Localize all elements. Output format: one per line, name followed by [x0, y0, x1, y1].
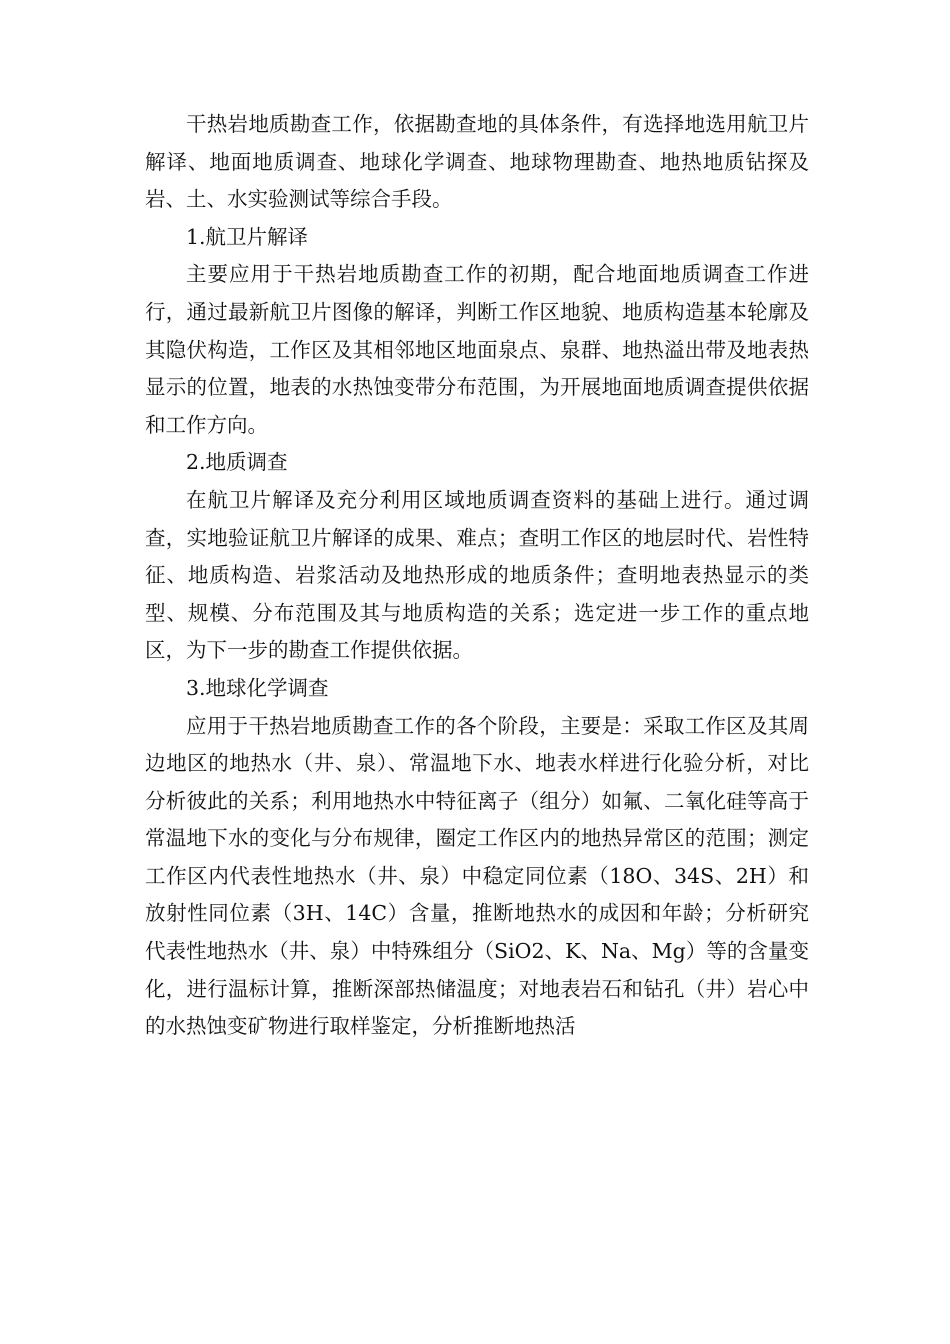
paragraph-remote-sensing: 主要应用于干热岩地质勘查工作的初期，配合地面地质调查工作进行，通过最新航卫片图像的解译，判断工作区地貌、地质构造基本轮廓及其隐伏构造，工作区及其相邻地区地面泉点、泉群、地热溢出带及地表热显示的位置，地表的水热蚀变带分布范围，为开展地面地质调查提供依据和工作方向。 — [145, 262, 809, 437]
paragraph-geological-survey: 在航卫片解译及充分利用区域地质调查资料的基础上进行。通过调查，实地验证航卫片解译的成果、难点；查明工作区的地层时代、岩性特征、地质构造、岩浆活动及地热形成的地质条件；查明地表热显示的类型、规模、分布范围及其与地质构造的关系；选定进一步工作的重点地区，为下一步的勘查工作提供依据。 — [145, 487, 809, 663]
section-heading-geochemical-survey: 3.地球化学调查 — [186, 675, 329, 700]
section-heading-geological-survey: 2.地质调查 — [186, 450, 288, 475]
section-heading-remote-sensing: 1.航卫片解译 — [186, 224, 309, 249]
document-body — [145, 106, 809, 1046]
paragraph-intro: 干热岩地质勘查工作，依据勘查地的具体条件，有选择地选用航卫片解译、地面地质调查、地球化学调查、地球物理勘查、地热地质钻探及岩、土、水实验测试等综合手段。 — [145, 112, 809, 212]
paragraph-geochemical-survey: 应用于干热岩地质勘查工作的各个阶段，主要是：采取工作区及其周边地区的地热水（井、泉）、常温地下水、地表水样进行化验分析，对比分析彼此的关系；利用地热水中特征离子（组分）如氟、二氧化硅等高于常温地下水的变化与分布规律，圈定工作区内的地热异常区的范围；测定工作区内代表性地热水（井、泉）中稳定同位素（18O、34S、2H）和放射性同位素（3H、14C）含量，推断地热水的成因和年龄；分析研究代表性地热水（井、泉）中特殊组分（SiO2、K、Na、Mg）等的含量变化，进行温标计算，推断深部热储温度；对地表岩石和钻孔（井）岩心中的水热蚀变矿物进行取样鉴定，分析推断地热活 — [145, 713, 809, 1039]
